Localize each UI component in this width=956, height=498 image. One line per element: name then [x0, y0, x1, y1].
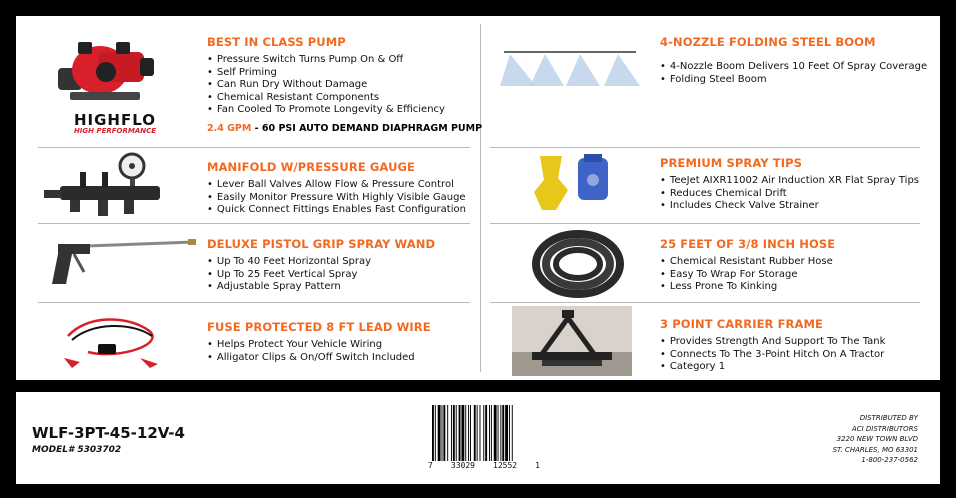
- feature-title: 3 POINT CARRIER FRAME: [660, 317, 824, 331]
- barcode: [432, 405, 536, 461]
- feature-lead-wire: [207, 320, 431, 364]
- feature-bullet: • TeeJet AIXR11002 Air Induction XR Flat Spray Tips: [660, 175, 919, 188]
- feature-bullet: • Pressure Switch Turns Pump On & Off: [207, 54, 482, 67]
- feature-hose: [660, 237, 835, 294]
- barcode-bar: [505, 405, 508, 461]
- barcode-bar: [443, 405, 445, 461]
- feature-title: BEST IN CLASS PUMP: [207, 35, 346, 49]
- barcode-bar: [480, 405, 481, 461]
- highflo-logo: [60, 113, 170, 136]
- feature-title: PREMIUM SPRAY TIPS: [660, 156, 802, 170]
- feature-title: 25 FEET OF 3/8 INCH HOSE: [660, 237, 836, 251]
- row-divider: [38, 223, 470, 224]
- barcode-bar: [502, 405, 504, 461]
- feature-pump: [207, 35, 482, 134]
- distributor-line: DISTRIBUTED BY: [859, 414, 918, 422]
- barcode-bar: [489, 405, 490, 461]
- upc-digits: [428, 461, 540, 470]
- barcode-bar: [447, 405, 448, 461]
- upc-digit: 1: [535, 461, 540, 470]
- feature-bullet: • Helps Protect Your Vehicle Wiring: [207, 339, 431, 352]
- feature-carrier-frame: [660, 317, 885, 374]
- feature-bullet: • Easily Monitor Pressure With Highly Visible Gauge: [207, 192, 466, 205]
- barcode-bar: [461, 405, 464, 461]
- row-divider: [38, 302, 470, 303]
- upc-digit: 12552: [493, 461, 518, 470]
- feature-spray-wand: [207, 237, 435, 294]
- pump-image: [50, 28, 170, 108]
- distributor-line: 3220 NEW TOWN BLVD: [836, 435, 918, 443]
- barcode-bar: [491, 405, 492, 461]
- feature-bullet: • Can Run Dry Without Damage: [207, 79, 482, 92]
- distributor-info: [833, 413, 918, 466]
- row-divider: [38, 147, 470, 148]
- hose-image: [530, 228, 626, 300]
- barcode-bar: [451, 405, 452, 461]
- feature-title: DELUXE PISTOL GRIP SPRAY WAND: [207, 237, 436, 251]
- pump-pressure: - 60 PSI AUTO DEMAND DIAPHRAGM PUMP: [251, 122, 483, 134]
- row-divider: [490, 302, 920, 303]
- barcode-bar: [512, 405, 513, 461]
- barcode-bar: [442, 405, 443, 461]
- distributor-line: 1-800-237-0562: [861, 456, 918, 464]
- feature-manifold: [207, 160, 466, 217]
- feature-title: 4-NOZZLE FOLDING STEEL BOOM: [660, 35, 876, 49]
- barcode-bar: [435, 405, 436, 461]
- barcode-bar: [498, 405, 499, 461]
- barcode-bar: [465, 405, 466, 461]
- feature-bullet: • Category 1: [660, 361, 885, 374]
- boom-image: [500, 40, 640, 90]
- feature-bullet: • Up To 40 Feet Horizontal Spray: [207, 256, 435, 269]
- barcode-bar: [477, 405, 478, 461]
- feature-bullet: • Folding Steel Boom: [660, 74, 927, 87]
- feature-bullet: • Quick Connect Fittings Enables Fast Configuration: [207, 204, 466, 217]
- barcode-bar: [483, 405, 484, 461]
- feature-bullet: • Chemical Resistant Components: [207, 92, 482, 105]
- spray-wand-image: [38, 232, 198, 296]
- feature-bullet: • Alligator Clips & On/Off Switch Included: [207, 352, 431, 365]
- sku-label: WLF-3PT-45-12V-4: [32, 424, 185, 442]
- barcode-bar: [485, 405, 487, 461]
- upc-digit: 33029: [450, 461, 475, 470]
- barcode-bar: [456, 405, 457, 461]
- barcode-bar: [468, 405, 469, 461]
- feature-bullet: • Self Priming: [207, 67, 482, 80]
- feature-spray-tips: [660, 156, 919, 213]
- feature-bullet: • Easy To Wrap For Storage: [660, 269, 835, 282]
- model-number: MODEL# 5303702: [32, 445, 122, 455]
- barcode-bar: [453, 405, 455, 461]
- feature-bullet: • Provides Strength And Support To The Tank: [660, 336, 885, 349]
- upc-digit: 7: [428, 461, 433, 470]
- barcode-bar: [470, 405, 471, 461]
- feature-bullet: • Connects To The 3-Point Hitch On A Tractor: [660, 349, 885, 362]
- barcode-bar: [474, 405, 476, 461]
- feature-bullet: • Chemical Resistant Rubber Hose: [660, 256, 835, 269]
- feature-bullet: • Adjustable Spray Pattern: [207, 281, 435, 294]
- feature-bullet: • Includes Check Valve Strainer: [660, 200, 919, 213]
- feature-bullet: • Reduces Chemical Drift: [660, 188, 919, 201]
- feature-bullet: • Up To 25 Feet Vertical Spray: [207, 269, 435, 282]
- row-divider: [490, 147, 920, 148]
- lead-wire-image: [58, 308, 168, 374]
- barcode-bar: [509, 405, 510, 461]
- manifold-image: [40, 150, 170, 220]
- carrier-frame-image: [512, 306, 632, 376]
- barcode-bar: [438, 405, 441, 461]
- barcode-bar: [432, 405, 434, 461]
- logo-tagline: HIGH PERFORMANCE: [73, 127, 157, 135]
- distributor-line: ACI DISTRIBUTORS: [851, 424, 918, 433]
- pump-flow: 2.4 GPM: [207, 122, 252, 134]
- feature-bullet: • Less Prone To Kinking: [660, 281, 835, 294]
- feature-title: MANIFOLD W/PRESSURE GAUGE: [207, 160, 416, 174]
- barcode-bar: [500, 405, 501, 461]
- feature-bullet: • Fan Cooled To Promote Longevity & Efficiency: [207, 104, 482, 117]
- feature-boom: [660, 35, 927, 86]
- barcode-bar: [459, 405, 461, 461]
- distributor-line: ST. CHARLES, MO 63301: [832, 445, 918, 454]
- feature-title: FUSE PROTECTED 8 FT LEAD WIRE: [207, 320, 431, 334]
- logo-brand: HIGHFLO: [73, 111, 157, 129]
- barcode-bar: [494, 405, 497, 461]
- feature-bullet: • 4-Nozzle Boom Delivers 10 Feet Of Spray Coverage: [660, 61, 927, 74]
- pump-spec: [207, 123, 482, 134]
- spray-tips-image: [532, 150, 622, 216]
- row-divider: [490, 223, 920, 224]
- feature-bullet: • Lever Ball Valves Allow Flow & Pressure Control: [207, 179, 466, 192]
